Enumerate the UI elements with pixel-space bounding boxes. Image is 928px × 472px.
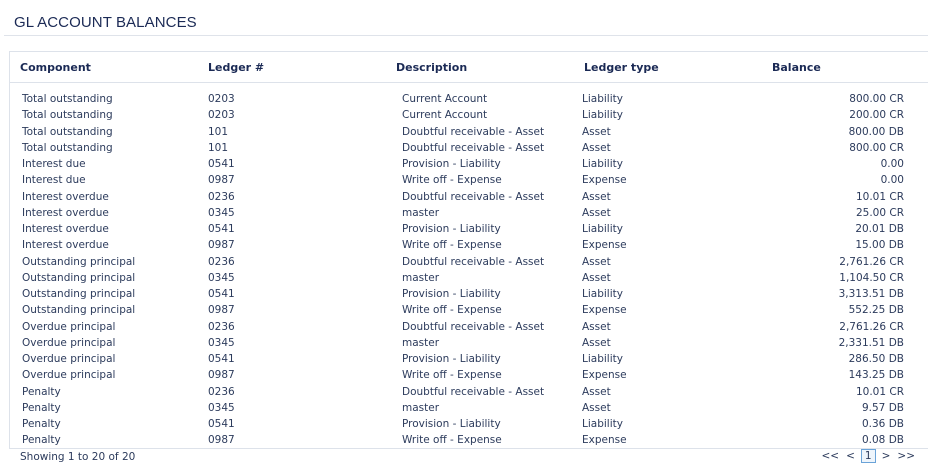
cell-balance: 2,331.51 DB (838, 336, 904, 349)
cell-balance: 2,761.26 CR (839, 320, 904, 333)
cell-ledger-type: Liability (582, 223, 623, 235)
cell-balance: 2,761.26 CR (839, 255, 904, 268)
cell-ledger-type: Asset (582, 190, 611, 203)
cell-component: Penalty (22, 434, 61, 447)
cell-balance: 0.36 DB (861, 418, 904, 430)
cell-ledger: 0236 (208, 385, 235, 398)
table-row[interactable] (10, 92, 928, 108)
cell-ledger-type: Asset (582, 320, 611, 333)
cell-ledger: 0236 (208, 255, 235, 268)
column-header-balance[interactable]: Balance (772, 61, 821, 74)
cell-component: Overdue principal (22, 320, 116, 333)
cell-balance: 552.25 DB (848, 304, 904, 317)
cell-component: Overdue principal (22, 336, 116, 349)
cell-description: Doubtful receivable - Asset (402, 190, 545, 203)
table-row[interactable] (10, 320, 928, 336)
cell-ledger-type: Liability (582, 158, 623, 170)
table-row[interactable] (10, 206, 928, 222)
cell-balance: 143.25 DB (848, 369, 904, 382)
cell-ledger: 0541 (208, 353, 235, 365)
cell-description: Doubtful receivable - Asset (402, 255, 545, 268)
cell-ledger-type: Expense (582, 239, 627, 252)
cell-description: Write off - Expense (402, 434, 502, 447)
table-row[interactable] (10, 271, 928, 287)
cell-ledger: 0987 (208, 369, 235, 382)
cell-ledger-type: Asset (582, 206, 611, 219)
cell-description: Write off - Expense (402, 239, 502, 252)
cell-ledger: 0541 (208, 223, 235, 235)
cell-component: Total outstanding (22, 125, 113, 138)
column-header-ledger[interactable]: Ledger # (208, 61, 265, 74)
cell-ledger: 0987 (208, 174, 235, 187)
cell-balance: 0.00 (880, 158, 904, 170)
cell-balance: 0.08 DB (861, 434, 904, 447)
cell-balance: 10.01 CR (855, 190, 904, 203)
cell-ledger-type: Asset (582, 336, 611, 349)
cell-ledger: 0236 (208, 320, 235, 333)
table-row[interactable] (10, 141, 928, 157)
table-row[interactable] (10, 417, 928, 433)
cell-component: Interest overdue (22, 223, 109, 235)
cell-balance: 800.00 CR (849, 93, 904, 105)
cell-component: Outstanding principal (22, 304, 136, 317)
cell-ledger: 0987 (208, 304, 235, 317)
cell-component: Outstanding principal (22, 288, 136, 300)
cell-ledger: 0345 (208, 271, 235, 284)
cell-ledger: 0541 (208, 418, 235, 430)
cell-component: Interest overdue (22, 239, 109, 252)
cell-ledger: 101 (208, 125, 229, 138)
cell-ledger: 0203 (208, 93, 235, 105)
cell-description: Doubtful receivable - Asset (402, 141, 545, 154)
table-footer-divider (9, 448, 928, 449)
table-row[interactable] (10, 352, 928, 368)
pagination (820, 449, 916, 463)
cell-ledger: 0203 (208, 109, 235, 122)
table-row[interactable] (10, 108, 928, 124)
cell-ledger: 0345 (208, 401, 235, 414)
table-row[interactable] (10, 303, 928, 319)
table-row[interactable] (10, 287, 928, 303)
cell-ledger-type: Liability (582, 288, 623, 300)
cell-description: Write off - Expense (402, 304, 502, 317)
table-row[interactable] (10, 385, 928, 401)
cell-balance: 800.00 CR (849, 141, 904, 154)
cell-ledger-type: Expense (582, 434, 627, 447)
table-row[interactable] (10, 190, 928, 206)
cell-balance: 0.00 (880, 174, 904, 187)
table-body (10, 92, 928, 450)
cell-ledger: 0987 (208, 434, 235, 447)
cell-ledger: 0345 (208, 206, 235, 219)
cell-component: Overdue principal (22, 353, 116, 365)
cell-ledger-type: Liability (582, 109, 623, 122)
cell-balance: 1,104.50 CR (839, 271, 904, 284)
cell-ledger-type: Asset (582, 271, 611, 284)
cell-description: Current Account (402, 93, 488, 105)
cell-balance: 20.01 DB (855, 223, 904, 235)
next-page-button[interactable]: > (881, 450, 891, 462)
cell-ledger: 0987 (208, 239, 235, 252)
column-header-description[interactable]: Description (396, 61, 468, 74)
cell-balance: 3,313.51 DB (838, 288, 904, 300)
cell-component: Interest overdue (22, 190, 109, 203)
cell-description: Doubtful receivable - Asset (402, 125, 545, 138)
cell-component: Total outstanding (22, 93, 113, 105)
cell-component: Total outstanding (22, 141, 113, 154)
table-row[interactable] (10, 157, 928, 173)
pagination-summary: Showing 1 to 20 of 20 (20, 451, 136, 463)
cell-component: Interest overdue (22, 206, 109, 219)
cell-description: Provision - Liability (402, 158, 501, 170)
cell-description: master (402, 401, 440, 414)
table-row[interactable] (10, 401, 928, 417)
cell-ledger-type: Liability (582, 93, 623, 105)
cell-description: Write off - Expense (402, 369, 502, 382)
cell-ledger-type: Expense (582, 369, 627, 382)
cell-description: Provision - Liability (402, 223, 501, 235)
cell-component: Total outstanding (22, 109, 113, 122)
cell-balance: 800.00 DB (848, 125, 904, 138)
cell-ledger: 0236 (208, 190, 235, 203)
first-page-button[interactable]: << (821, 450, 840, 462)
cell-description: Write off - Expense (402, 174, 502, 187)
cell-description: master (402, 336, 440, 349)
cell-description: master (402, 206, 440, 219)
cell-ledger-type: Expense (582, 174, 627, 187)
cell-description: Provision - Liability (402, 288, 501, 300)
column-header-component[interactable]: Component (20, 61, 91, 74)
page-title: GL ACCOUNT BALANCES (14, 14, 197, 31)
gl-balances-table (9, 51, 928, 449)
cell-balance: 9.57 DB (861, 401, 904, 414)
table-row[interactable] (10, 336, 928, 352)
cell-description: master (402, 271, 440, 284)
cell-component: Penalty (22, 418, 61, 430)
cell-ledger-type: Expense (582, 304, 627, 317)
cell-component: Outstanding principal (22, 255, 136, 268)
previous-page-button[interactable]: < (846, 450, 855, 462)
cell-ledger: 101 (208, 141, 229, 154)
cell-component: Penalty (22, 385, 61, 398)
cell-balance: 286.50 DB (848, 353, 904, 365)
cell-description: Current Account (402, 109, 488, 122)
cell-component: Outstanding principal (22, 271, 136, 284)
table-row[interactable] (10, 238, 928, 254)
cell-ledger: 0541 (208, 288, 235, 300)
column-header-ledger-type[interactable]: Ledger type (584, 61, 659, 74)
cell-ledger: 0541 (208, 158, 235, 170)
cell-balance: 25.00 CR (855, 206, 904, 219)
cell-component: Interest due (22, 174, 86, 187)
cell-ledger-type: Liability (582, 418, 623, 430)
cell-ledger-type: Liability (582, 353, 623, 365)
cell-ledger-type: Asset (582, 385, 611, 398)
cell-ledger-type: Asset (582, 401, 611, 414)
table-row[interactable] (10, 222, 928, 238)
cell-ledger-type: Asset (582, 141, 611, 154)
cell-component: Interest due (22, 158, 86, 170)
cell-description: Doubtful receivable - Asset (402, 320, 545, 333)
cell-ledger-type: Asset (582, 125, 611, 138)
cell-description: Provision - Liability (402, 353, 501, 365)
cell-description: Doubtful receivable - Asset (402, 385, 545, 398)
table-row[interactable] (10, 173, 928, 189)
cell-balance: 10.01 CR (855, 385, 904, 398)
cell-ledger: 0345 (208, 336, 235, 349)
table-row[interactable] (10, 125, 928, 141)
cell-component: Penalty (22, 401, 61, 414)
cell-ledger-type: Asset (582, 255, 611, 268)
cell-balance: 200.00 CR (849, 109, 904, 122)
page-1-button[interactable]: 1 (861, 449, 876, 463)
last-page-button[interactable]: >> (897, 450, 915, 462)
table-header (10, 52, 928, 83)
cell-balance: 15.00 DB (855, 239, 904, 252)
table-row[interactable] (10, 255, 928, 271)
cell-description: Provision - Liability (402, 418, 501, 430)
cell-component: Overdue principal (22, 369, 116, 382)
table-row[interactable] (10, 368, 928, 384)
title-divider (4, 35, 928, 36)
